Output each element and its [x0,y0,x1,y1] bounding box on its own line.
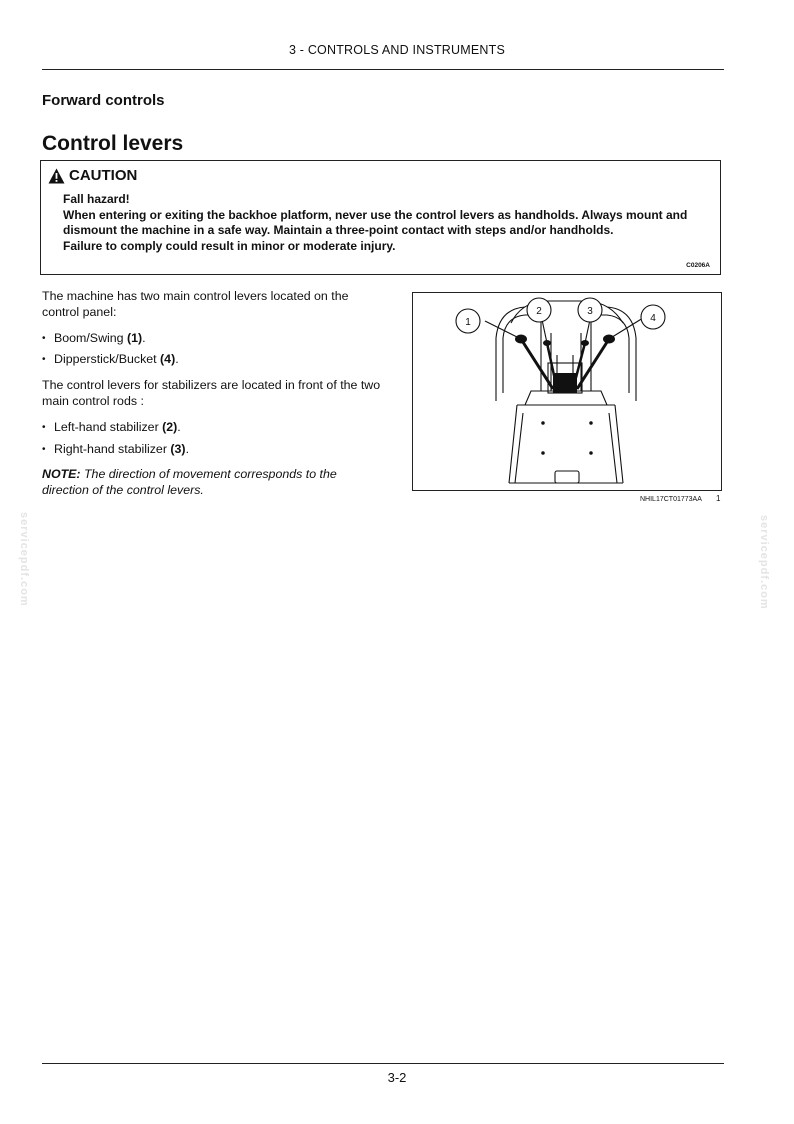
list-item-end: . [185,441,190,456]
callout-label-2: 2 [536,306,542,317]
control-levers-figure [412,292,722,491]
warning-triangle-icon [48,168,65,184]
page-title: Control levers [42,132,184,155]
list-item [42,352,382,368]
stabilizer-list [42,420,382,458]
list-item-end: . [142,330,146,345]
caution-heading [48,167,137,184]
watermark-left: servicepdf.com [18,512,30,607]
caution-line-consequence: Failure to comply could result in minor or moderate injury. [63,238,396,253]
caution-line-instruction: When entering or exiting the backhoe platform, never use the control levers as handholds. Always mount and dismount the machine in a safe way. Maintain a three-point contact with steps and/or handholds. [63,207,688,237]
figure-number: 1 [716,494,721,503]
list-item [42,420,382,436]
list-item-text: Left-hand stabilizer [54,419,163,434]
note-paragraph [42,467,382,499]
control-levers-illustration [413,293,721,490]
section-title: Forward controls [42,92,165,109]
caution-word: CAUTION [69,167,138,184]
callout-label-3: 3 [587,306,593,317]
header-divider [42,69,724,70]
caution-box [40,160,721,275]
list-item-ref: (4) [160,352,176,367]
list-item-end: . [175,352,179,367]
main-levers-list [42,331,382,369]
intro-paragraph: The machine has two main control levers located on the control panel: [42,289,349,319]
stabilizer-paragraph: The control levers for stabilizers are located in front of the two main control rods : [42,378,381,408]
list-item-ref: (1) [127,330,143,345]
footer-divider [42,1063,724,1064]
note-label: NOTE: [42,467,81,482]
callout-label-4: 4 [650,313,656,324]
list-item-ref: (3) [170,441,186,456]
list-item-ref: (2) [162,419,178,434]
figure-code: NHIL17CT01773AA [640,496,702,503]
caution-text [63,192,703,254]
caution-code: C0206A [686,262,710,269]
callout-label-1: 1 [465,317,471,328]
chapter-header: 3 - CONTROLS AND INSTRUMENTS [288,43,506,57]
body-text [42,289,382,509]
list-item [42,331,382,347]
caution-line-hazard: Fall hazard! [63,192,130,206]
list-item [42,442,382,458]
page-number: 3-2 [387,1070,407,1085]
list-item-text: Dipperstick/Bucket [54,352,161,367]
note-text: The direction of movement corresponds to the direction of the control levers. [42,467,337,498]
watermark-right: servicepdf.com [758,515,770,610]
list-item-text: Boom/Swing [54,330,128,345]
list-item-end: . [177,419,181,434]
list-item-text: Right-hand stabilizer [54,441,171,456]
